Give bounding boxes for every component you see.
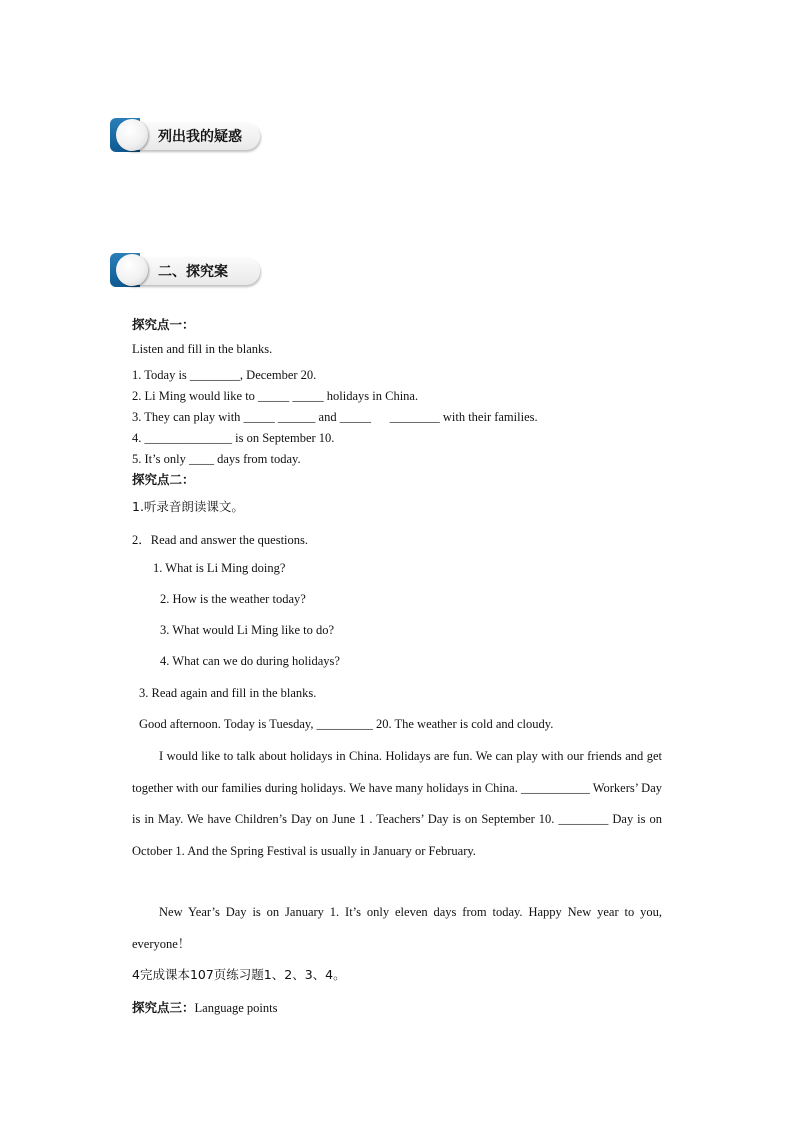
point1-label: 探究点一： (132, 317, 195, 332)
question-item: 2. How is the weather today? (160, 592, 306, 606)
passage-paragraph: I would like to talk about holidays in China. Holidays are fun. We can play with our friends and get together with our families during holidays. We have many holidays in China. ___________ Workers’ Day is in May. We have Children’s Day on June 1 . Teachers’ Day is on September 10. ________ Day is on October 1. And the Spring Festival is usually in January or February. (132, 749, 662, 858)
point1-item: 1. Today is ________, December 20. (132, 368, 317, 382)
passage-line: Good afternoon. Today is Tuesday, _________ 20. The weather is cold and cloudy. (139, 717, 554, 731)
point1-item: 2. Li Ming would like to _____ _____ holidays in China. (132, 389, 419, 403)
header-circle-icon (116, 119, 148, 151)
question-item: 3. What would Li Ming like to do? (160, 623, 335, 637)
point2-task2: 2．Read and answer the questions. (132, 533, 309, 547)
point1-instruction: Listen and fill in the blanks. (132, 342, 273, 356)
passage-paragraph: New Year’s Day is on January 1. It’s only eleven days from today. Happy New year to you, everyone！ (132, 905, 662, 951)
point1-item: 5. It’s only ____ days from today. (132, 452, 301, 466)
question-item: 4. What can we do during holidays? (160, 654, 340, 668)
point3-label: 探究点三： (132, 1000, 195, 1015)
point2-task4: 4完成课本107页练习题1、2、3、4。 (132, 967, 346, 982)
section-title-questions: 列出我的疑惑 (158, 129, 242, 145)
point3-text: Language points (194, 1001, 278, 1015)
point1-item: 4. ______________ is on September 10. (132, 431, 335, 445)
point1-item: 3. They can play with _____ ______ and _____ ________ with their families. (132, 410, 538, 424)
section-header-explore (110, 253, 265, 293)
point3-line (132, 998, 277, 1016)
point2-label: 探究点二： (132, 472, 195, 487)
question-item: 1. What is Li Ming doing? (153, 561, 286, 575)
section-title-explore: 二、探究案 (158, 264, 228, 280)
point2-task3: 3. Read again and fill in the blanks. (139, 686, 317, 700)
point2-task1: 1.听录音朗读课文。 (132, 499, 244, 514)
section-header-questions (110, 118, 265, 158)
header-circle-icon (116, 254, 148, 286)
